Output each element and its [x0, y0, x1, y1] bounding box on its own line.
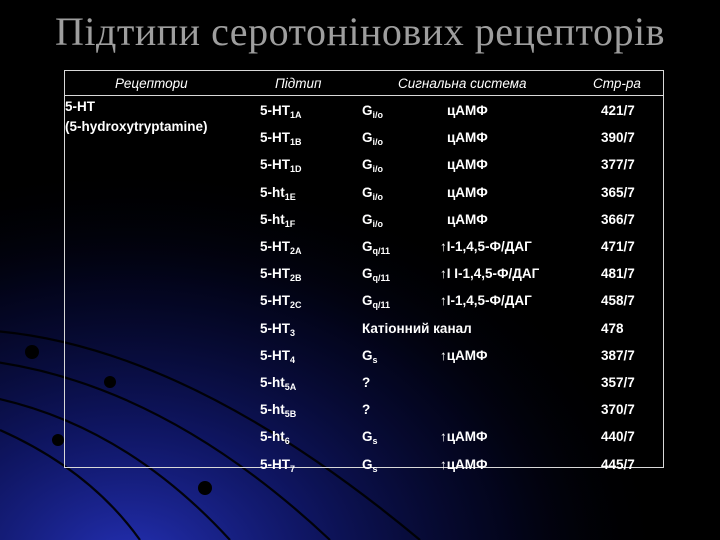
- structure-cell: 387/7: [601, 347, 635, 363]
- g-protein-cell: [362, 130, 383, 147]
- signal-value: цАМФ: [446, 347, 488, 363]
- g-protein-label: G: [362, 157, 373, 173]
- header-signal: Сигнальна система: [398, 76, 527, 91]
- table-row: [65, 151, 663, 178]
- subtype-cell: [260, 212, 295, 229]
- signal-cell: [440, 239, 532, 254]
- structure-cell: 471/7: [601, 239, 635, 254]
- signal-cell: [440, 429, 488, 444]
- subtype-cell: [260, 130, 302, 147]
- g-protein-cell: [362, 429, 378, 446]
- up-arrow-icon: ↑: [440, 429, 447, 445]
- subtype-base: 5-ht: [260, 429, 285, 445]
- up-arrow-icon: ↑: [440, 266, 447, 282]
- subtype-base: 5-ht: [260, 375, 285, 390]
- signal-value: цАМФ: [447, 184, 488, 200]
- structure-cell: 481/7: [601, 266, 635, 282]
- structure-cell: 390/7: [601, 130, 635, 146]
- subtype-base: 5-HT: [260, 347, 290, 363]
- structure-cell: 357/7: [601, 375, 635, 390]
- g-protein-cell: [362, 293, 390, 310]
- g-protein-cell: [362, 157, 383, 174]
- subtype-cell: [260, 402, 296, 419]
- subtype-cell: [260, 348, 295, 365]
- signal-cell: [447, 185, 488, 200]
- g-protein-subtype: i/o: [372, 110, 384, 120]
- signal-value: цАМФ: [447, 130, 488, 146]
- g-protein-subtype: q/11: [372, 273, 391, 284]
- table-header: [65, 71, 663, 96]
- decor-dot: [198, 481, 212, 495]
- receptor-full-name: (5-hydroxytryptamine): [65, 119, 208, 134]
- subtype-base: 5-HT: [260, 320, 290, 336]
- signal-value: цАМФ: [446, 456, 488, 472]
- structure-cell: 478: [601, 320, 624, 336]
- up-arrow-icon: ↑: [440, 456, 447, 472]
- slide-title: Підтипи серотонінових рецепторів: [55, 9, 665, 54]
- subtype-cell: [260, 429, 290, 446]
- subtype-cell: [260, 266, 302, 283]
- subtype-base: 5-HT: [260, 103, 290, 118]
- table-row: [65, 396, 663, 423]
- structure-cell: 366/7: [601, 211, 635, 227]
- structure-cell: 421/7: [601, 103, 635, 118]
- g-protein-subtype: i/o: [372, 164, 384, 175]
- table-row: [65, 287, 663, 314]
- subtype-cell: [260, 375, 296, 392]
- g-protein-subtype: s: [372, 463, 378, 474]
- subtype-base: 5-HT: [260, 293, 290, 309]
- g-protein-subtype: q/11: [372, 300, 391, 311]
- signal-cell: [440, 457, 488, 472]
- signal-cell: [447, 103, 488, 118]
- g-protein-label: G: [362, 456, 373, 472]
- header-receptors: Рецептори: [115, 76, 188, 91]
- table-row: [65, 97, 663, 124]
- table-row: [65, 451, 663, 478]
- g-protein-subtype: s: [372, 354, 378, 365]
- table-row: [65, 315, 663, 342]
- subtype-cell: [260, 457, 295, 474]
- g-protein-subtype: s: [372, 436, 378, 447]
- signal-cell: [447, 157, 488, 172]
- g-protein-label: G: [362, 211, 373, 227]
- g-protein-label: G: [362, 184, 373, 200]
- subtype-base: 5-HT: [260, 157, 290, 173]
- signal-value: І І-1,4,5-Ф/ДАГ: [446, 266, 540, 282]
- g-protein-cell: [362, 457, 378, 474]
- signal-value: І-1,4,5-Ф/ДАГ: [446, 239, 532, 254]
- g-protein-label: ?: [362, 375, 371, 390]
- subtype-index: 2C: [290, 300, 302, 311]
- signal-value: цАМФ: [446, 429, 488, 445]
- g-protein-label: G: [362, 347, 373, 363]
- g-protein-cell: [362, 348, 378, 365]
- signal-value: цАМФ: [447, 211, 488, 227]
- subtype-cell: [260, 185, 296, 202]
- subtype-index: 5A: [284, 382, 297, 392]
- subtype-cell: [260, 103, 302, 120]
- receptor-table: [64, 70, 664, 474]
- g-protein-cell: [362, 185, 383, 202]
- up-arrow-icon: ↑: [440, 293, 447, 309]
- subtype-cell: [260, 157, 302, 174]
- structure-cell: 458/7: [601, 293, 635, 309]
- subtype-index: 1B: [290, 137, 302, 148]
- subtype-index: 1F: [284, 218, 296, 229]
- subtype-base: 5-ht: [260, 184, 285, 200]
- table-row: [65, 124, 663, 151]
- subtype-base: 5-HT: [260, 456, 290, 472]
- structure-cell: 377/7: [601, 157, 635, 173]
- signal-cell: [440, 266, 539, 281]
- table-row: [65, 342, 663, 369]
- subtype-index: 1A: [290, 110, 302, 120]
- g-protein-label: G: [362, 429, 373, 445]
- signal-cell: [447, 212, 488, 227]
- g-protein-subtype: q/11: [372, 246, 391, 256]
- g-protein-label: Катіонний канал: [362, 320, 472, 336]
- structure-cell: 365/7: [601, 184, 635, 200]
- g-protein-subtype: i/o: [372, 137, 384, 148]
- signal-value: І-1,4,5-Ф/ДАГ: [446, 293, 532, 309]
- table-row: [65, 369, 663, 396]
- subtype-index: 7: [290, 463, 296, 474]
- g-protein-label: G: [362, 130, 373, 146]
- g-protein-subtype: i/o: [372, 218, 384, 229]
- g-protein-cell: [362, 103, 383, 120]
- subtype-index: 5B: [284, 409, 297, 420]
- g-protein-label: G: [362, 239, 373, 254]
- signal-cell: [440, 348, 488, 363]
- subtype-index: 6: [284, 436, 290, 447]
- g-protein-cell: [362, 321, 472, 336]
- subtype-index: 2A: [290, 246, 302, 256]
- table-row: [65, 206, 663, 233]
- up-arrow-icon: ↑: [440, 239, 447, 254]
- table-row: [65, 179, 663, 206]
- structure-cell: 445/7: [601, 456, 635, 472]
- g-protein-cell: [362, 266, 390, 283]
- subtype-base: 5-ht: [260, 211, 285, 227]
- table-row: [65, 233, 663, 260]
- g-protein-cell: [362, 239, 390, 256]
- g-protein-label: G: [362, 293, 373, 309]
- signal-cell: [440, 293, 532, 308]
- subtype-index: 2B: [290, 273, 302, 284]
- g-protein-cell: [362, 402, 370, 417]
- table-row: [65, 423, 663, 450]
- receptor-name: 5-HT: [65, 99, 95, 114]
- g-protein-label: G: [362, 266, 373, 282]
- signal-value: цАМФ: [447, 103, 488, 118]
- subtype-index: 1D: [290, 164, 302, 175]
- decor-dot: [52, 434, 64, 446]
- g-protein-subtype: i/o: [372, 191, 384, 202]
- g-protein-label: G: [362, 103, 373, 118]
- structure-cell: 370/7: [601, 402, 635, 418]
- subtype-index: 1E: [284, 191, 296, 202]
- g-protein-label: ?: [362, 402, 371, 418]
- decor-dot: [25, 345, 39, 359]
- subtype-base: 5-HT: [260, 239, 290, 254]
- table-row: [65, 260, 663, 287]
- subtype-index: 3: [290, 327, 296, 338]
- up-arrow-icon: ↑: [440, 347, 447, 363]
- g-protein-cell: [362, 212, 383, 229]
- header-subtype: Підтип: [275, 76, 322, 91]
- g-protein-cell: [362, 375, 370, 390]
- subtype-index: 4: [290, 354, 296, 365]
- structure-cell: 440/7: [601, 429, 635, 445]
- signal-cell: [447, 130, 488, 145]
- subtype-cell: [260, 239, 302, 256]
- signal-value: цАМФ: [447, 157, 488, 173]
- header-structure: Стр-ра: [593, 76, 641, 91]
- subtype-cell: [260, 321, 295, 338]
- subtype-base: 5-HT: [260, 266, 290, 282]
- subtype-cell: [260, 293, 302, 310]
- subtype-base: 5-HT: [260, 130, 290, 146]
- subtype-base: 5-ht: [260, 402, 285, 418]
